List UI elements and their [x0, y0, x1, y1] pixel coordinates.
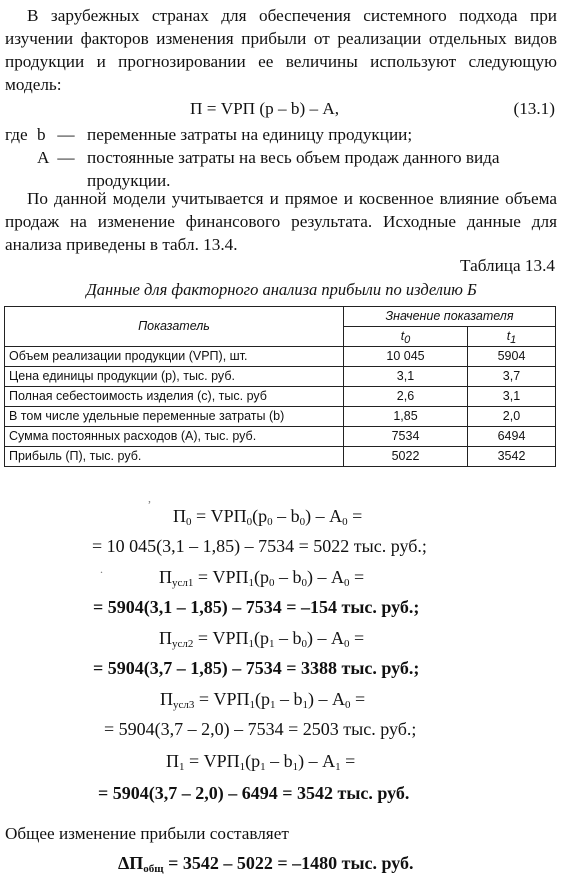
summary-label: Общее изменение прибыли составляет [5, 824, 289, 843]
formula-number: (13.1) [513, 99, 555, 118]
formula-p0: $П_0 = VРП_0(р_0 - b_0) - А_0$ = [173, 506, 363, 528]
row-value-t1: 6494 [468, 427, 556, 447]
definition-prefix: где [5, 125, 28, 144]
calc-usl1: = 5904(3,1 – 1,85) – 7534 = –154 тыс. руб.; [93, 597, 420, 617]
row-value-t1: 2,0 [468, 407, 556, 427]
table-row [5, 387, 556, 407]
row-label: В том числе удельные переменные затраты (b) [5, 407, 344, 427]
calc-p0: = 10 045(3,1 – 1,85) – 7534 = 5022 тыс. руб.; [92, 536, 427, 556]
row-label: Цена единицы продукции (р), тыс. руб. [5, 367, 344, 387]
scan-mark: , [148, 491, 151, 505]
header-t1: $t_1$ [468, 327, 556, 347]
row-value-t0: 1,85 [344, 407, 468, 427]
row-value-t1: 3542 [468, 447, 556, 467]
table-row [5, 367, 556, 387]
row-value-t0: 2,6 [344, 387, 468, 407]
row-value-t0: 3,1 [344, 367, 468, 387]
row-value-t1: 3,1 [468, 387, 556, 407]
header-value: Значение показателя [344, 307, 556, 327]
row-value-t0: 10 045 [344, 347, 468, 367]
table-row [5, 347, 556, 367]
header-t0: $t_0$ [344, 327, 468, 347]
calc-usl3: = 5904(3,7 – 2,0) – 7534 = 2503 тыс. руб.; [104, 719, 417, 739]
formula-usl1: $П_{усл1} = VРП_1(р_0 - b_0) - А_0$ = [159, 567, 365, 589]
second-paragraph: По данной модели учитывается и прямое и косвенное влияние объема продаж на изменение финансового результата. Исходные данные для анализа приведены в табл. 13.4. [5, 189, 557, 254]
table-row [5, 407, 556, 427]
definitions-list [5, 123, 557, 192]
definition-text: постоянные затраты на весь объем продаж данного вида продукции. [87, 148, 500, 190]
definition-text: переменные затраты на единицу продукции; [87, 125, 413, 144]
data-table [4, 306, 556, 467]
row-label: Полная себестоимость изделия (с), тыс. руб [5, 387, 344, 407]
table-row [5, 427, 556, 447]
table-number: Таблица 13.4 [460, 256, 555, 275]
formula-usl2: $П_{усл2} = VРП_1(р_1 - b_0) - А_0$ = [159, 628, 365, 650]
table-header-row [5, 307, 556, 327]
row-value-t0: 5022 [344, 447, 468, 467]
definition-symbol: А [37, 148, 50, 167]
row-value-t1: 3,7 [468, 367, 556, 387]
formula-p1: $П_1 = VРП_1(р_1 - b_1) - А_1$ = [166, 751, 356, 773]
definition-b [5, 123, 557, 146]
calc-p1: = 5904(3,7 – 2,0) – 6494 = 3542 тыс. руб. [98, 783, 410, 803]
definition-dash: — [57, 148, 75, 167]
row-label: Объем реализации продукции (VPП), шт. [5, 347, 344, 367]
main-formula: П = VРП (р – b) – А, [190, 99, 340, 118]
scan-mark: . [100, 562, 103, 576]
row-value-t0: 7534 [344, 427, 468, 447]
calc-usl2: = 5904(3,7 – 1,85) – 7534 = 3388 тыс. руб.; [93, 658, 420, 678]
table-row [5, 447, 556, 467]
formula-delta: $\Delta П_{общ} = 3542 - 5022 = -1480$ тыс. руб. [118, 853, 414, 875]
row-label: Сумма постоянных расходов (А), тыс. руб. [5, 427, 344, 447]
row-label: Прибыль (П), тыс. руб. [5, 447, 344, 467]
intro-paragraph: В зарубежных странах для обеспечения системного подхода при изучении факторов изменения прибыли от реализации отдельных видов продукции и прогнозировании ее величины используют следующую модель: [5, 6, 557, 94]
definition-symbol: b [37, 125, 46, 144]
row-value-t1: 5904 [468, 347, 556, 367]
header-indicator: Показатель [5, 307, 344, 347]
table-title: Данные для факторного анализа прибыли по изделию Б [86, 280, 477, 299]
formula-usl3: $П_{усл3} = VРП_1(р_1 - b_1) - А_0$ = [160, 689, 366, 711]
definition-dash: — [57, 125, 75, 144]
definition-a [5, 146, 557, 192]
